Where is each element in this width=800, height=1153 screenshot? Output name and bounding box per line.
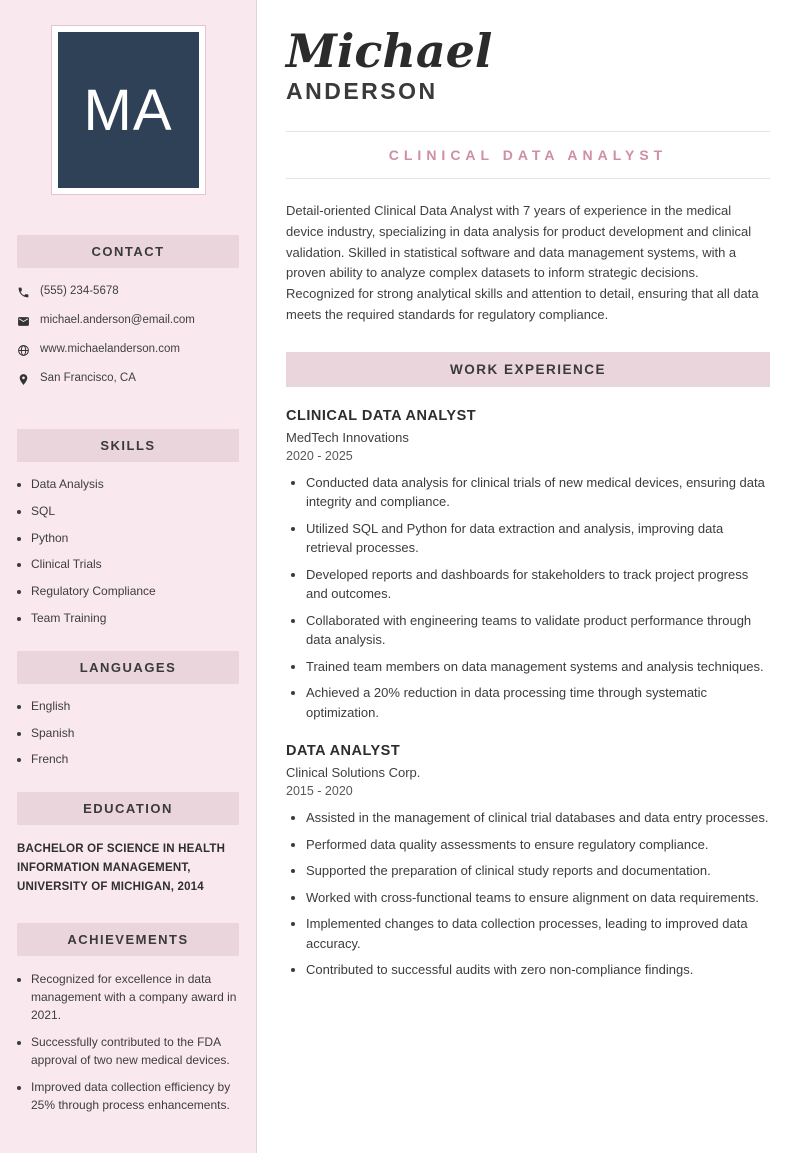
language-item: • French [31, 751, 239, 768]
contact-email-text: michael.anderson@email.com [40, 314, 195, 326]
contact-item-email [17, 314, 239, 328]
contact-location-text: San Francisco, CA [40, 372, 136, 384]
skill-item: • Clinical Trials [31, 556, 239, 573]
job-entry [286, 743, 770, 980]
job-bullet: • Contributed to successful audits with zero non-compliance findings. [306, 960, 770, 980]
job-bullet: • Supported the preparation of clinical study reports and documentation. [306, 861, 770, 881]
contact-phone-text: (555) 234-5678 [40, 285, 119, 297]
languages-list [17, 698, 239, 768]
skill-item: • SQL [31, 503, 239, 520]
contact-section-header: CONTACT [17, 235, 239, 268]
work-experience-header: WORK EXPERIENCE [286, 352, 770, 387]
achievement-item: • Recognized for excellence in data management with a company award in 2021. [31, 970, 239, 1024]
profile-initials: MA [83, 77, 173, 143]
job-bullet-list [286, 808, 770, 980]
email-icon [17, 315, 30, 328]
job-title: CLINICAL DATA ANALYST [286, 131, 770, 179]
job-bullet: • Assisted in the management of clinical trial databases and data entry processes. [306, 808, 770, 828]
languages-section-header: LANGUAGES [17, 651, 239, 684]
first-name: Michael [286, 24, 493, 78]
location-icon [17, 373, 30, 386]
contact-item-website [17, 343, 239, 357]
job-company: MedTech Innovations [286, 429, 409, 445]
job-entry [286, 408, 770, 723]
education-section-header: EDUCATION [17, 792, 239, 825]
job-bullet: • Performed data quality assessments to ensure regulatory compliance. [306, 835, 770, 855]
achievement-item: • Successfully contributed to the FDA approval of two new medical devices. [31, 1033, 239, 1069]
skills-section-header: SKILLS [17, 429, 239, 462]
job-bullet: • Developed reports and dashboards for stakeholders to track project progress and outcomes. [306, 565, 770, 604]
achievement-item: • Improved data collection efficiency by 25% through process enhancements. [31, 1078, 239, 1114]
job-bullet: • Utilized SQL and Python for data extraction and analysis, improving data retrieval processes. [306, 519, 770, 558]
globe-icon [17, 344, 30, 357]
job-company: Clinical Solutions Corp. [286, 765, 421, 781]
language-item: • Spanish [31, 725, 239, 742]
phone-icon [17, 286, 30, 299]
achievements-section-header: ACHIEVEMENTS [17, 923, 239, 956]
job-bullet: • Collaborated with engineering teams to validate product performance through data analysis. [306, 611, 770, 650]
skill-item: • Python [31, 530, 239, 547]
education-degree: BACHELOR OF SCIENCE IN HEALTH INFORMATION MANAGEMENT, UNIVERSITY OF MICHIGAN, 2014 [17, 843, 226, 894]
skill-item: • Team Training [31, 610, 239, 627]
main-content [257, 0, 800, 1153]
job-bullet-list [286, 473, 770, 723]
language-item: • English [31, 698, 239, 715]
job-bullet: • Implemented changes to data collection processes, leading to improved data accuracy. [306, 914, 770, 953]
job-bullet: • Trained team members on data management systems and analysis techniques. [306, 657, 770, 677]
job-bullet: • Achieved a 20% reduction in data processing time through systematic optimization. [306, 683, 770, 722]
sidebar [0, 0, 257, 1153]
job-bullet: • Conducted data analysis for clinical trials of new medical devices, ensuring data integrity and compliance. [306, 473, 770, 512]
professional-summary: Detail-oriented Clinical Data Analyst with 7 years of experience in the medical device industry, specializing in data analysis for product development and clinical validation. Skilled in statistical software and data management systems, with a proven ability to analyze complex datasets to inform strategic decisions. Recognized for strong analytical skills and attention to detail, ensuring that all data meets the required standards for regulatory compliance. [286, 203, 759, 322]
skills-list [17, 476, 239, 627]
job-role: CLINICAL DATA ANALYST [286, 407, 477, 424]
profile-photo [58, 32, 199, 188]
contact-website-text: www.michaelanderson.com [40, 343, 180, 355]
last-name: ANDERSON [286, 78, 438, 104]
job-bullet: • Worked with cross-functional teams to ensure alignment on data requirements. [306, 888, 770, 908]
profile-photo-frame [51, 25, 206, 195]
contact-item-phone [17, 285, 239, 299]
achievements-list [17, 970, 239, 1114]
contact-list [0, 268, 256, 403]
skill-item: • Data Analysis [31, 476, 239, 493]
job-dates: 2015 - 2020 [286, 784, 353, 799]
contact-item-location [17, 372, 239, 386]
job-role: DATA ANALYST [286, 743, 401, 760]
job-dates: 2020 - 2025 [286, 448, 353, 463]
skill-item: • Regulatory Compliance [31, 583, 239, 600]
